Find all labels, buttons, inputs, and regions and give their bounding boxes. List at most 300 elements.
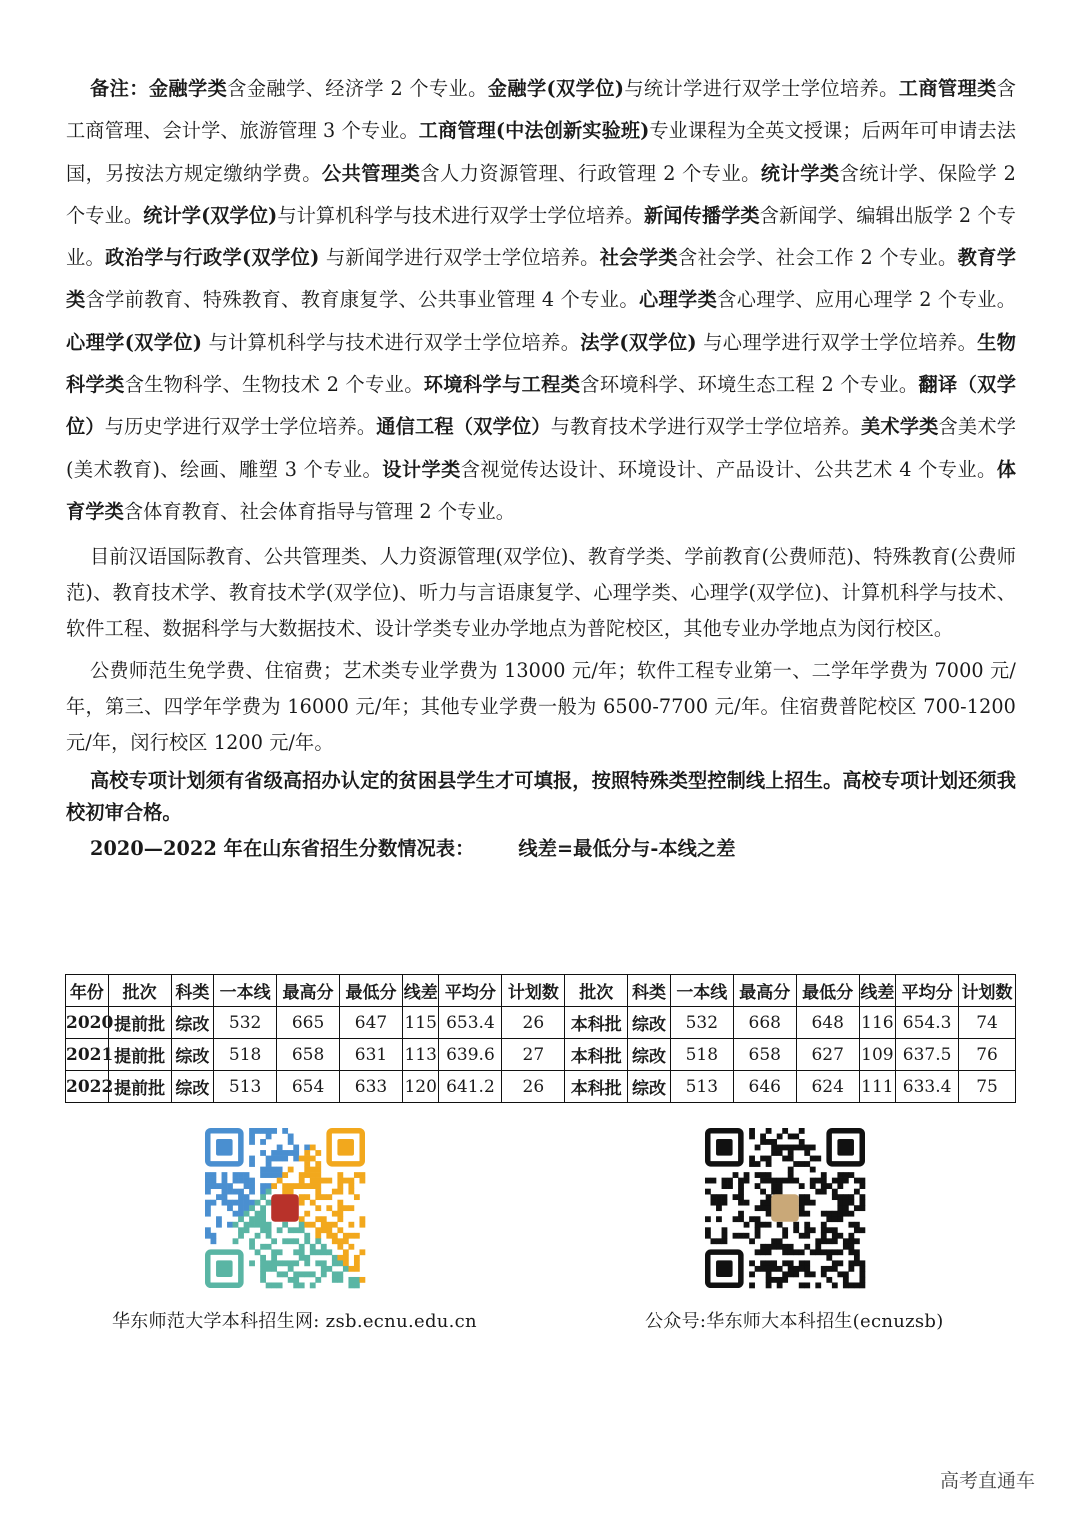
qr-module: [832, 1282, 838, 1288]
qr-module: [321, 1266, 327, 1272]
qr-module: [233, 1238, 239, 1244]
table-header-cell: 计划数: [959, 975, 1016, 1007]
qr-module: [760, 1244, 766, 1250]
qr-module: [249, 1205, 255, 1211]
qr-module: [826, 1266, 832, 1272]
qr-module: [738, 1194, 744, 1200]
qr-module: [310, 1282, 316, 1288]
qr-module: [244, 1178, 250, 1184]
qr-module: [244, 1227, 250, 1233]
qr-module: [343, 1255, 349, 1261]
qr-module: [337, 1216, 343, 1222]
qr-module: [315, 1238, 321, 1244]
table-header-cell: 一本线: [670, 975, 733, 1007]
qr-module: [766, 1266, 772, 1272]
qr-module: [293, 1183, 299, 1189]
qr-module: [821, 1227, 827, 1233]
qr-module: [843, 1178, 849, 1184]
qr-module: [848, 1249, 854, 1255]
notes-category-term: 新闻传播学类: [643, 203, 760, 227]
qr-module: [859, 1260, 865, 1266]
qr-module: [832, 1238, 838, 1244]
qr-module: [304, 1271, 310, 1277]
campus-paragraph: 目前汉语国际教育、公共管理类、人力资源管理(双学位)、教育学类、学前教育(公费师范)、特殊教育(公费师范)、教育技术学、教育技术学(双学位)、听力与言语康复学、心理学类、心理学(双学位)、计算机科学与技术、软件工程、数据科学与大数据技术、设计学类专业办学地点为普陀校区，其他专业办学地点为闵行校区。: [66, 545, 1016, 641]
notes-category-term: 心理学类: [638, 288, 718, 312]
table-cell: 本科批: [565, 1007, 628, 1039]
qr-module: [799, 1161, 805, 1167]
qr-module: [859, 1282, 865, 1288]
qr-module: [282, 1238, 288, 1244]
qr-module: [821, 1233, 827, 1239]
qr-module: [260, 1167, 266, 1173]
table-cell: 115: [402, 1007, 439, 1039]
qr-module: [299, 1249, 305, 1255]
table-cell: 658: [733, 1039, 796, 1071]
qr-module: [260, 1139, 266, 1145]
qr-module: [260, 1205, 266, 1211]
qr-module: [282, 1172, 288, 1178]
table-cell: 74: [959, 1007, 1016, 1039]
qr-module: [238, 1178, 244, 1184]
qr-module: [266, 1266, 272, 1272]
table-cell: 27: [502, 1039, 565, 1071]
qr-module: [843, 1200, 849, 1206]
qr-module: [793, 1178, 799, 1184]
table-header-row: [66, 975, 1016, 1007]
table-header-cell: 批次: [108, 975, 171, 1007]
table-header-cell: 平均分: [439, 975, 502, 1007]
qr-module: [777, 1238, 783, 1244]
qr-module: [249, 1134, 255, 1140]
qr-module: [310, 1222, 316, 1228]
qr-module: [859, 1200, 865, 1206]
qr-module: [788, 1150, 794, 1156]
qr-module: [749, 1216, 755, 1222]
qr-module: [788, 1271, 794, 1277]
qr-module: [343, 1178, 349, 1184]
qr-module: [227, 1200, 233, 1206]
qr-module: [760, 1134, 766, 1140]
qr-module: [315, 1150, 321, 1156]
qr-module: [321, 1271, 327, 1277]
qr-module: [337, 1227, 343, 1233]
qr-module: [348, 1222, 354, 1228]
qr-module: [832, 1194, 838, 1200]
table-heading: [66, 831, 1016, 867]
qr-module: [277, 1156, 283, 1162]
table-header-cell: 最高分: [277, 975, 340, 1007]
qr-module: [777, 1244, 783, 1250]
qr-module: [859, 1178, 865, 1184]
qr-module: [738, 1189, 744, 1195]
qr-module: [766, 1194, 772, 1200]
qr-module: [260, 1255, 266, 1261]
qr-module: [282, 1128, 288, 1134]
notes-category-term: 心理学(双学位): [66, 330, 203, 354]
qr-module: [271, 1150, 277, 1156]
qr-module: [288, 1167, 294, 1173]
qr-module: [304, 1167, 310, 1173]
campus-section: [66, 539, 1016, 647]
qr-module: [760, 1260, 766, 1266]
qr-module: [216, 1183, 222, 1189]
table-cell: 627: [796, 1039, 859, 1071]
qr-module: [288, 1189, 294, 1195]
qr-module: [788, 1266, 794, 1272]
qr-module: [771, 1244, 777, 1250]
notes-category-term: 社会学类: [599, 246, 678, 270]
qr-module: [244, 1194, 250, 1200]
qr-module: [304, 1233, 310, 1239]
qr-module: [788, 1249, 794, 1255]
qr-module: [788, 1145, 794, 1151]
qr-module: [788, 1167, 794, 1173]
qr-module: [260, 1244, 266, 1250]
qr-module: [326, 1233, 332, 1239]
qr-module: [766, 1205, 772, 1211]
qr-module: [744, 1200, 750, 1206]
qr-module: [299, 1178, 305, 1184]
notes-description: 与心理学进行双学士学位培养。: [696, 330, 978, 354]
qr-module: [788, 1178, 794, 1184]
qr-module: [705, 1227, 711, 1233]
qr-module: [222, 1183, 228, 1189]
notes-description: 含学前教育、特殊教育、教育康复学、公共事业管理 4 个专业。: [85, 288, 639, 312]
qr-module: [733, 1172, 739, 1178]
table-cell: 综改: [171, 1071, 214, 1103]
notes-description: 与新闻学进行双学士学位培养。: [319, 246, 600, 270]
qr-module: [733, 1233, 739, 1239]
qr-module: [727, 1178, 733, 1184]
qr-module: [716, 1194, 722, 1200]
qr-module: [277, 1167, 283, 1173]
score-table: [65, 974, 1016, 1103]
qr-module: [293, 1277, 299, 1283]
qr-module: [749, 1134, 755, 1140]
qr-module: [771, 1183, 777, 1189]
qr-module: [766, 1282, 772, 1288]
qr-module: [211, 1172, 217, 1178]
notes-description: 专业课程为全英文授课；后两年可申请去法国，另按法方规定缴纳学费。: [66, 119, 1016, 185]
qr-module: [321, 1249, 327, 1255]
qr-module: [332, 1277, 338, 1283]
qr-module: [711, 1178, 717, 1184]
qr-module: [354, 1255, 360, 1261]
qr-module: [854, 1189, 860, 1195]
qr-module: [238, 1211, 244, 1217]
qr-module: [359, 1178, 365, 1184]
qr-module: [804, 1222, 810, 1228]
qr-module: [255, 1216, 261, 1222]
qr-module: [299, 1183, 305, 1189]
qr-module: [826, 1277, 832, 1283]
qr-finder-center: [337, 1139, 354, 1156]
notes-description: 含生物科学、生物技术 2 个专业。: [124, 373, 424, 397]
qr-module: [821, 1172, 827, 1178]
qr-module: [299, 1216, 305, 1222]
qr-module: [299, 1271, 305, 1277]
qr-module: [266, 1282, 272, 1288]
qr-module: [238, 1233, 244, 1239]
qr-module: [771, 1145, 777, 1151]
qr-module: [749, 1271, 755, 1277]
qr-module: [843, 1238, 849, 1244]
table-cell: 646: [733, 1071, 796, 1103]
qr-module: [343, 1205, 349, 1211]
table-cell: 26: [502, 1007, 565, 1039]
qr-module: [799, 1183, 805, 1189]
qr-module: [821, 1189, 827, 1195]
qr-module: [310, 1145, 316, 1151]
qr-center-logo: [271, 1194, 299, 1222]
notes-category-term: 法学(双学位): [580, 330, 697, 354]
qr-module: [782, 1271, 788, 1277]
notes-category-term: 统计学(双学位): [143, 203, 278, 227]
qr-module: [722, 1238, 728, 1244]
qr-module: [326, 1222, 332, 1228]
qr-module: [271, 1238, 277, 1244]
qr-module: [255, 1128, 261, 1134]
qr-module: [354, 1172, 360, 1178]
qr-module: [843, 1194, 849, 1200]
table-cell: 641.2: [439, 1071, 502, 1103]
qr-module: [304, 1156, 310, 1162]
qr-module: [271, 1167, 277, 1173]
qr-module: [711, 1194, 717, 1200]
table-cell: 518: [670, 1039, 733, 1071]
qr-module: [826, 1255, 832, 1261]
qr-module: [766, 1161, 772, 1167]
qr-module: [810, 1145, 816, 1151]
qr-module: [766, 1178, 772, 1184]
qr-finder-center: [216, 1139, 233, 1156]
qr-module: [810, 1249, 816, 1255]
qr-module: [222, 1172, 228, 1178]
qr-module: [705, 1233, 711, 1239]
qr-code-image-colorful: [205, 1128, 365, 1288]
qr-module: [332, 1260, 338, 1266]
table-header-cell: 线差: [859, 975, 896, 1007]
table-cell: 665: [277, 1007, 340, 1039]
qr-module: [337, 1260, 343, 1266]
qr-module: [771, 1189, 777, 1195]
qr-module: [766, 1211, 772, 1217]
table-cell: 76: [959, 1039, 1016, 1071]
qr-module: [782, 1244, 788, 1250]
qr-module: [766, 1277, 772, 1283]
qr-module: [222, 1194, 228, 1200]
qr-module: [227, 1183, 233, 1189]
website-caption: 华东师范大学本科招生网: zsb.ecnu.edu.cn: [112, 1311, 477, 1332]
qr-module: [755, 1233, 761, 1239]
qr-module: [722, 1194, 728, 1200]
notes-description: 与历史学进行双学士学位培养。: [104, 415, 377, 439]
qr-module: [238, 1205, 244, 1211]
table-cell: 639.6: [439, 1039, 502, 1071]
qr-module: [205, 1233, 211, 1239]
qr-module: [205, 1172, 211, 1178]
qr-module: [804, 1211, 810, 1217]
qr-module: [337, 1172, 343, 1178]
qr-module: [216, 1194, 222, 1200]
table-cell: 624: [796, 1071, 859, 1103]
qr-module: [310, 1183, 316, 1189]
notes-description: 含环境科学、环境生态工程 2 个专业。: [580, 373, 919, 397]
qr-module: [777, 1189, 783, 1195]
qr-module: [244, 1211, 250, 1217]
qr-module: [722, 1183, 728, 1189]
qr-finder-center: [216, 1260, 233, 1277]
qr-module: [233, 1211, 239, 1217]
notes-description: 含统计学、保险学 2 个专业。: [66, 161, 1016, 227]
qr-module: [244, 1222, 250, 1228]
qr-module: [848, 1260, 854, 1266]
qr-module: [288, 1277, 294, 1283]
qr-module: [793, 1161, 799, 1167]
qr-module: [337, 1238, 343, 1244]
qr-module: [854, 1255, 860, 1261]
qr-module: [321, 1222, 327, 1228]
qr-module: [326, 1227, 332, 1233]
qr-module: [271, 1282, 277, 1288]
table-header-cell: 最低分: [340, 975, 403, 1007]
qr-module: [288, 1139, 294, 1145]
qr-module: [854, 1282, 860, 1288]
qr-module: [315, 1183, 321, 1189]
qr-module: [359, 1277, 365, 1283]
qr-module: [348, 1277, 354, 1283]
qr-module: [793, 1227, 799, 1233]
qr-module: [843, 1282, 849, 1288]
table-cell: 647: [340, 1007, 403, 1039]
wechat-qr-code: [705, 1128, 865, 1288]
qr-module: [843, 1172, 849, 1178]
qr-module: [782, 1128, 788, 1134]
qr-module: [755, 1205, 761, 1211]
qr-module: [760, 1249, 766, 1255]
qr-module: [716, 1205, 722, 1211]
qr-module: [205, 1189, 211, 1195]
qr-module: [260, 1194, 266, 1200]
qr-module: [332, 1233, 338, 1239]
qr-module: [771, 1277, 777, 1283]
qr-module: [255, 1222, 261, 1228]
qr-module: [788, 1134, 794, 1140]
watermark-text: 高考直通车: [940, 1470, 1036, 1492]
qr-module: [315, 1277, 321, 1283]
qr-module: [315, 1227, 321, 1233]
qr-module: [277, 1178, 283, 1184]
qr-module: [299, 1255, 305, 1261]
qr-module: [222, 1178, 228, 1184]
qr-module: [332, 1271, 338, 1277]
qr-module: [304, 1161, 310, 1167]
table-header-cell: 一本线: [214, 975, 277, 1007]
qr-module: [293, 1145, 299, 1151]
qr-module: [337, 1205, 343, 1211]
qr-module: [832, 1216, 838, 1222]
qr-module: [266, 1172, 272, 1178]
qr-module: [854, 1178, 860, 1184]
qr-module: [821, 1271, 827, 1277]
qr-module: [738, 1233, 744, 1239]
qr-module: [766, 1260, 772, 1266]
qr-module: [299, 1244, 305, 1250]
qr-module: [799, 1128, 805, 1134]
qr-module: [793, 1145, 799, 1151]
qr-module: [854, 1260, 860, 1266]
table-header-cell: 平均分: [896, 975, 959, 1007]
qr-module: [299, 1282, 305, 1288]
notes-description: 与计算机科学与技术进行双学士学位培养。: [277, 203, 644, 227]
qr-module: [804, 1233, 810, 1239]
qr-module: [266, 1233, 272, 1239]
qr-module: [293, 1156, 299, 1162]
qr-module: [260, 1189, 266, 1195]
notes-description: 含金融学、经济学 2 个专业。: [227, 77, 488, 100]
qr-module: [304, 1183, 310, 1189]
notes-description: 含工商管理、会计学、旅游管理 3 个专业。: [66, 77, 1017, 143]
qr-module: [821, 1238, 827, 1244]
qr-module: [205, 1227, 211, 1233]
qr-module: [727, 1183, 733, 1189]
table-cell: 513: [214, 1071, 277, 1103]
qr-module: [337, 1178, 343, 1184]
qr-module: [793, 1134, 799, 1140]
table-cell: 653.4: [439, 1007, 502, 1039]
table-header-cell: 年份: [66, 975, 109, 1007]
qr-module: [211, 1183, 217, 1189]
qr-module: [310, 1178, 316, 1184]
qr-module: [211, 1200, 217, 1206]
table-header-cell: 批次: [565, 975, 628, 1007]
qr-module: [815, 1156, 821, 1162]
table-cell: 2022: [66, 1071, 109, 1103]
qr-module: [304, 1222, 310, 1228]
table-row: [66, 1039, 1016, 1071]
qr-module: [354, 1266, 360, 1272]
qr-module: [348, 1183, 354, 1189]
qr-module: [837, 1249, 843, 1255]
qr-module: [304, 1172, 310, 1178]
qr-module: [260, 1266, 266, 1272]
qr-module: [343, 1233, 349, 1239]
qr-module: [260, 1211, 266, 1217]
qr-module: [843, 1211, 849, 1217]
qr-module: [260, 1183, 266, 1189]
qr-module: [837, 1200, 843, 1206]
qr-module: [282, 1150, 288, 1156]
qr-module: [804, 1282, 810, 1288]
qr-module: [238, 1189, 244, 1195]
qr-module: [738, 1216, 744, 1222]
qr-module: [760, 1222, 766, 1228]
qr-module: [249, 1161, 255, 1167]
qr-module: [315, 1249, 321, 1255]
notes-category-term: 金融学(双学位): [487, 77, 625, 100]
qr-module: [337, 1271, 343, 1277]
notes-category-term: 通信工程（双学位）: [376, 415, 551, 439]
qr-module: [255, 1249, 261, 1255]
qr-module: [760, 1139, 766, 1145]
qr-module: [837, 1178, 843, 1184]
qr-module: [711, 1238, 717, 1244]
qr-module: [815, 1189, 821, 1195]
qr-module: [227, 1222, 233, 1228]
table-cell: 2020: [66, 1007, 109, 1039]
qr-module: [815, 1238, 821, 1244]
qr-module: [260, 1277, 266, 1283]
